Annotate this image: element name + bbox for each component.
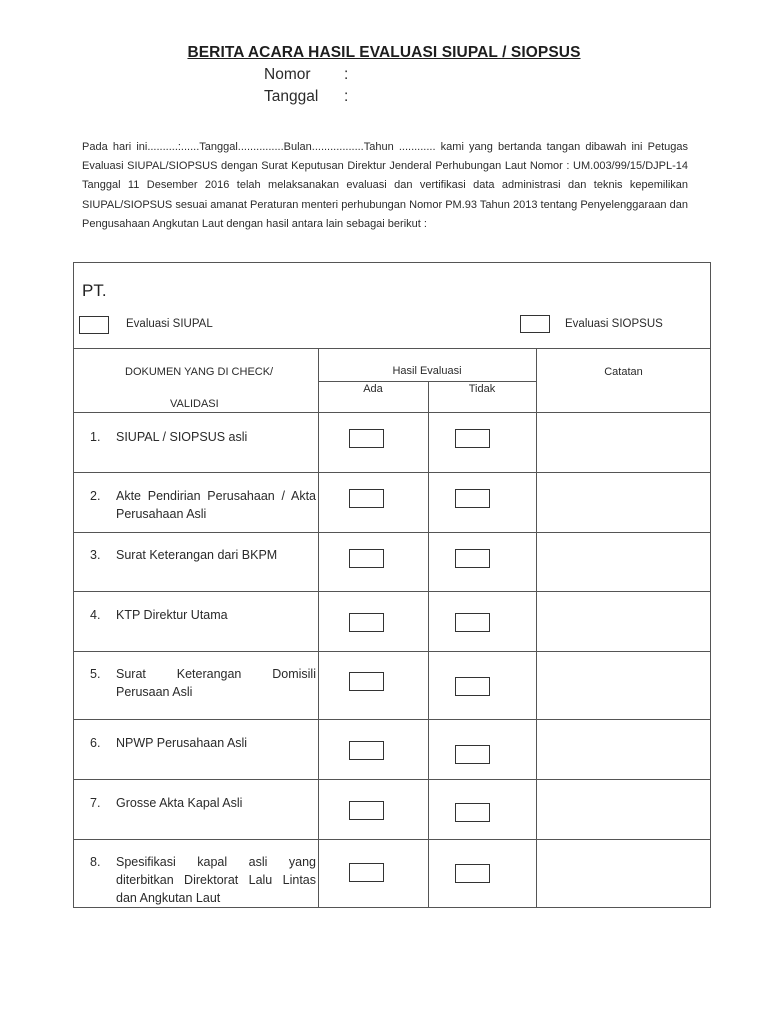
row-text: Akte Pendirian Perusahaan / Akta Perusahaan Asli (116, 489, 316, 521)
table-row (90, 546, 316, 566)
row-number: 8. (90, 855, 101, 869)
siupal-label: Evaluasi SIUPAL (126, 318, 213, 330)
ada-checkbox[interactable] (349, 549, 384, 568)
tanggal-colon: : (344, 88, 349, 105)
row-text: Spesifikasi kapal asli yang diterbitkan Direktorat Lalu Lintas dan Angkutan Laut (116, 855, 316, 905)
table-divider (73, 651, 711, 652)
tidak-checkbox[interactable] (455, 429, 490, 448)
table-column-divider (428, 381, 429, 908)
row-number: 6. (90, 736, 101, 750)
tanggal-label: Tanggal (264, 88, 319, 105)
notes-header: Catatan (604, 366, 643, 378)
row-number: 3. (90, 548, 101, 562)
table-row (90, 606, 316, 626)
ada-checkbox[interactable] (349, 429, 384, 448)
table-divider (73, 472, 711, 473)
nomor-colon: : (344, 66, 349, 83)
row-text: Surat Keterangan Domisili Perusaan Asli (116, 667, 316, 699)
row-number: 2. (90, 489, 101, 503)
table-row (90, 734, 316, 754)
siopsus-checkbox[interactable] (520, 315, 550, 333)
row-number: 4. (90, 608, 101, 622)
row-number: 7. (90, 796, 101, 810)
table-divider (73, 839, 711, 840)
ada-checkbox[interactable] (349, 672, 384, 691)
row-text: KTP Direktur Utama (116, 608, 228, 622)
ada-checkbox[interactable] (349, 741, 384, 760)
row-text: Grosse Akta Kapal Asli (116, 796, 243, 810)
tidak-header: Tidak (468, 383, 496, 395)
nomor-row (264, 66, 358, 84)
table-divider (73, 412, 711, 413)
row-text: Surat Keterangan dari BKPM (116, 548, 278, 562)
nomor-label: Nomor (264, 66, 311, 83)
table-column-divider (536, 348, 537, 908)
row-number: 1. (90, 430, 101, 444)
tidak-checkbox[interactable] (455, 613, 490, 632)
table-divider (73, 591, 711, 592)
table-row (90, 487, 316, 525)
table-divider (318, 381, 536, 382)
table-row (90, 428, 316, 448)
table-divider (73, 348, 711, 349)
ada-checkbox[interactable] (349, 801, 384, 820)
table-row (90, 665, 316, 703)
table-divider (73, 779, 711, 780)
tidak-checkbox[interactable] (455, 549, 490, 568)
tanggal-row (264, 88, 358, 106)
ada-header: Ada (363, 383, 383, 395)
intro-paragraph: Pada hari ini..........:......Tanggal...............Bulan.................Tahun ............ kami yang bertanda tangan dibawah ini Petugas Evaluasi SIUPAL/SIOPSUS dengan Surat Keputusan Direktur Jenderal Perhubungan Laut Nomor : UM.003/99/15/DJPL-14 Tanggal 11 Desember 2016 telah melaksanakan evaluasi dan vertifikasi data administrasi dan teknis kepemilikan SIUPAL/SIOPSUS sesuai amanat Peraturan menteri perhubungan Nomor PM.93 Tahun 2013 tentang Penyelenggaraan dan Pengusahaan Angkutan Laut dengan hasil antara lain sebagai berikut : (82, 141, 688, 230)
table-row (90, 794, 316, 814)
document-title: BERITA ACARA HASIL EVALUASI SIUPAL / SIOPSUS (187, 44, 581, 61)
tidak-checkbox[interactable] (455, 677, 490, 696)
siupal-checkbox[interactable] (79, 316, 109, 334)
row-number: 5. (90, 667, 101, 681)
tidak-checkbox[interactable] (455, 803, 490, 822)
doc-header-validasi: VALIDASI (170, 398, 219, 410)
row-text: NPWP Perusahaan Asli (116, 736, 248, 750)
table-column-divider (318, 348, 319, 908)
tidak-checkbox[interactable] (455, 489, 490, 508)
tidak-checkbox[interactable] (455, 864, 490, 883)
ada-checkbox[interactable] (349, 863, 384, 882)
tidak-checkbox[interactable] (455, 745, 490, 764)
result-header: Hasil Evaluasi (392, 365, 462, 377)
table-divider (73, 532, 711, 533)
table-row (90, 853, 316, 909)
table-divider (73, 719, 711, 720)
ada-checkbox[interactable] (349, 489, 384, 508)
company-label: PT. (82, 281, 107, 300)
row-text: SIUPAL / SIOPSUS asli (116, 430, 248, 444)
siopsus-label: Evaluasi SIOPSUS (565, 318, 663, 330)
doc-header: DOKUMEN YANG DI CHECK/ (125, 366, 274, 378)
ada-checkbox[interactable] (349, 613, 384, 632)
